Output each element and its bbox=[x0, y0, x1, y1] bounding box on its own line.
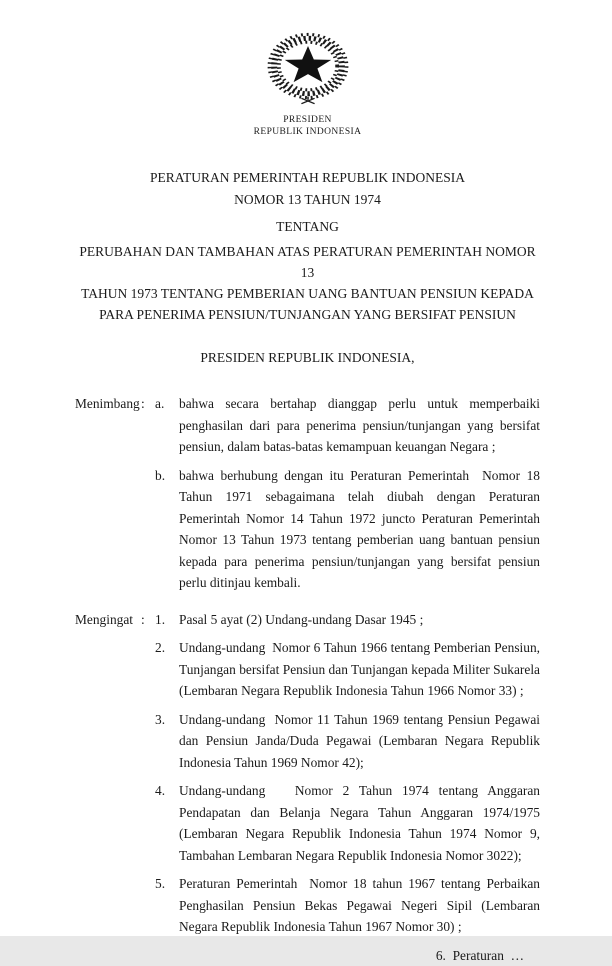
regulation-title bbox=[75, 167, 540, 211]
emblem-container bbox=[75, 26, 540, 138]
clause-text: bahwa secara bertahap dianggap perlu untuk memperbaiki penghasilan dari para penerima pensiun/tunjangan yang bersifat pensiun, dalam batas-batas kemampuan keuangan Negara ; bbox=[179, 393, 540, 458]
clause-row bbox=[75, 393, 540, 458]
clause-marker: 2. bbox=[155, 637, 179, 702]
title-line-1: PERATURAN PEMERINTAH REPUBLIK INDONESIA bbox=[75, 167, 540, 189]
title-line-2: NOMOR 13 TAHUN 1974 bbox=[75, 189, 540, 211]
subject-line-2: TAHUN 1973 TENTANG PEMBERIAN UANG BANTUAN PENSIUN KEPADA bbox=[75, 283, 540, 304]
office-line-republik: REPUBLIK INDONESIA bbox=[75, 127, 540, 139]
clause-row bbox=[75, 465, 540, 594]
clause-marker: 3. bbox=[155, 709, 179, 774]
clause-text: Pasal 5 ayat (2) Undang-undang Dasar 1945 ; bbox=[179, 609, 540, 631]
section-mengingat bbox=[75, 609, 540, 938]
clause-row bbox=[75, 873, 540, 938]
clause-text: Undang-undang Nomor 6 Tahun 1966 tentang Pemberian Pensiun, Tunjangan bersifat Pensiun dan Tunjangan kepada Militer Sukarela (Lembaran Negara Republik Indonesia Tahun 1966 Nomor 33) ; bbox=[179, 637, 540, 702]
clause-text: Undang-undang Nomor 2 Tahun 1974 tentang Anggaran Pendapatan dan Belanja Negara Tahun Anggaran 1974/1975 (Lembaran Negara Republik Indonesia Tahun 1974 Nomor 9, Tambahan Lembaran Negara Republik Indonesia Nomor 3022); bbox=[179, 780, 540, 866]
section-label: Menimbang bbox=[75, 393, 141, 458]
clause-text: Undang-undang Nomor 11 Tahun 1969 tentang Pensiun Pegawai dan Pensiun Janda/Duda Pegawai (Lembaran Negara Republik Indonesia Tahun 1969 Nomor 42); bbox=[179, 709, 540, 774]
clause-row bbox=[75, 637, 540, 702]
office-line-presiden: PRESIDEN bbox=[75, 115, 540, 127]
section-label: Mengingat bbox=[75, 609, 141, 631]
clause-text: bahwa berhubung dengan itu Peraturan Pemerintah Nomor 18 Tahun 1971 sebagaimana telah diubah dengan Peraturan Pemerintah Nomor 14 Tahun 1972 juncto Peraturan Pemerintah Nomor 13 Tahun 1973 tentang pemberian uang bantuan pensiun kepada para penerima pensiun/tunjangan yang bersifat pensiun perlu ditinjau kembali. bbox=[179, 465, 540, 594]
section-menimbang bbox=[75, 393, 540, 594]
clause-marker: b. bbox=[155, 465, 179, 594]
regulation-subject bbox=[75, 241, 540, 325]
section-label-spacer bbox=[75, 465, 141, 594]
clause-row bbox=[75, 609, 540, 631]
clause-row bbox=[75, 780, 540, 866]
salutation-heading: PRESIDEN REPUBLIK INDONESIA, bbox=[75, 347, 540, 369]
subject-line-3: PARA PENERIMA PENSIUN/TUNJANGAN YANG BERSIFAT PENSIUN bbox=[75, 304, 540, 325]
star-shape bbox=[284, 46, 330, 82]
tentang-heading: TENTANG bbox=[75, 216, 540, 238]
clause-marker: 4. bbox=[155, 780, 179, 866]
presidential-star-wreath-icon bbox=[261, 26, 355, 106]
clause-marker: a. bbox=[155, 393, 179, 458]
clause-marker: 5. bbox=[155, 873, 179, 938]
section-colon: : bbox=[141, 609, 155, 631]
subject-line-1: PERUBAHAN DAN TAMBAHAN ATAS PERATURAN PEMERINTAH NOMOR 13 bbox=[75, 241, 540, 283]
clause-marker: 1. bbox=[155, 609, 179, 631]
clause-text: Peraturan Pemerintah Nomor 18 tahun 1967 tentang Perbaikan Penghasilan Pensiun Bekas Pegawai Negeri Sipil (Lembaran Negara Republik Indonesia Tahun 1967 Nomor 30) ; bbox=[179, 873, 540, 938]
catchword-next-item: 6. Peraturan … bbox=[75, 945, 540, 966]
issuing-office bbox=[75, 115, 540, 138]
clause-row bbox=[75, 709, 540, 774]
section-colon: : bbox=[141, 393, 155, 458]
